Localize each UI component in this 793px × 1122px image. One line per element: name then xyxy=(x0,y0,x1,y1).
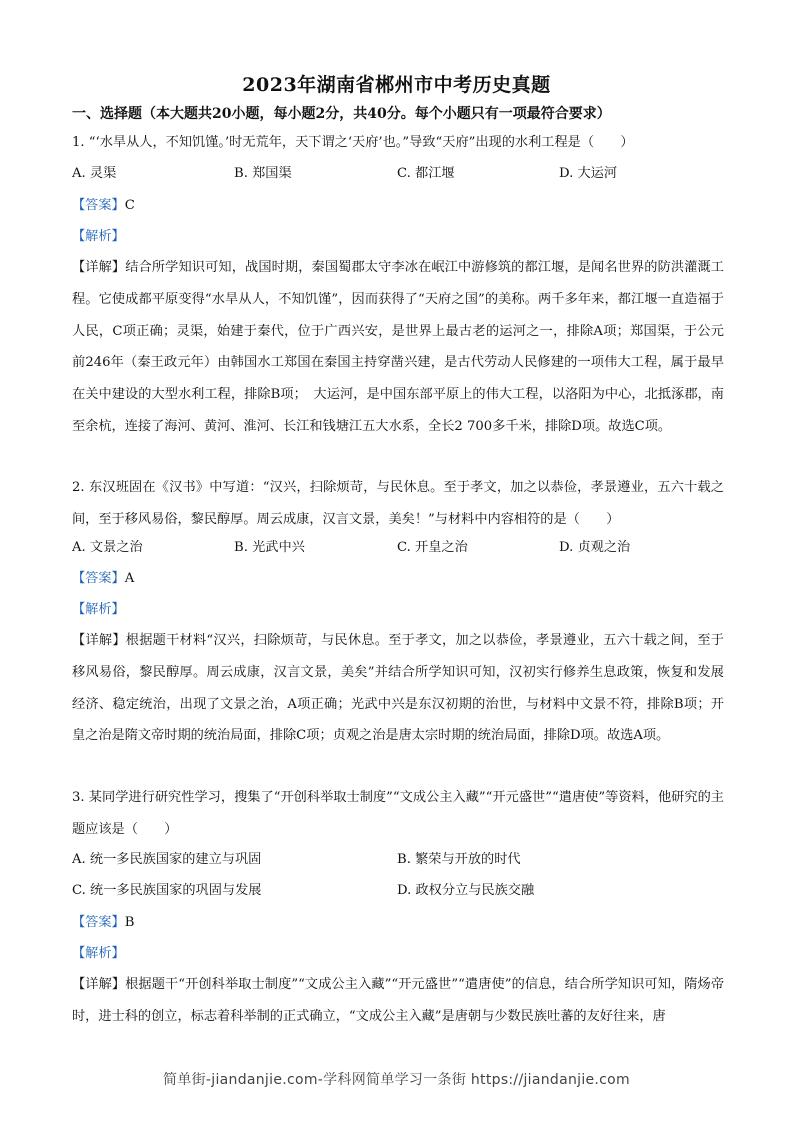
detail-label: 【详解】 xyxy=(72,633,126,648)
q1-answer xyxy=(72,196,135,216)
question-3-stem: 3. 某同学进行研究性学习，搜集了“开创科举取士制度”“文成公主入藏”“开元盛世”“遣唐使”等资料，他研究的主题应该是（ ） xyxy=(72,790,724,837)
q3-analysis xyxy=(72,944,125,964)
q1-analysis xyxy=(72,227,125,247)
page-title: 2023年湖南省郴州市中考历史真题 xyxy=(242,74,551,96)
q2-option-d: D. 贞观之治 xyxy=(559,540,631,555)
analysis-label: 【解析】 xyxy=(72,946,125,961)
q1-detail xyxy=(72,252,724,443)
q3-option-a: A. 统一多民族国家的建立与巩固 xyxy=(72,852,262,867)
page-footer: 简单街-jiandanjie.com-学科网简单学习一条街 https://jiandanjie.com xyxy=(163,1072,630,1088)
q2-answer-value: A xyxy=(124,571,135,586)
detail-label: 【详解】 xyxy=(72,977,126,992)
q2-analysis xyxy=(72,600,125,620)
q3-answer-value: B xyxy=(124,915,135,930)
answer-label: 【答案】 xyxy=(72,198,125,213)
answer-label: 【答案】 xyxy=(72,915,125,930)
q2-detail xyxy=(72,625,724,752)
q1-answer-value: C xyxy=(124,198,135,213)
q2-answer xyxy=(72,569,134,589)
q3-detail xyxy=(72,969,724,1033)
q3-detail-text: 根据题干“开创科举取士制度”“文成公主入藏”“开元盛世”“遣唐使”的信息，结合所学知识可知，隋炀帝时，进士科的创立，标志着科举制的正式确立，“文成公主入藏”是唐朝与少数民族吐蕃的友好往来，唐 xyxy=(72,977,725,1024)
q2-option-b: B. 光武中兴 xyxy=(234,540,305,555)
section-heading: 一、选择题（本大题共20小题，每小题2分，共40分。每个小题只有一项最符合要求） xyxy=(72,106,611,122)
q1-option-b: B. 郑国渠 xyxy=(234,166,292,181)
q1-detail-text: 结合所学知识可知，战国时期，秦国蜀郡太守李冰在岷江中游修筑的都江堰，是闻名世界的防洪灌溉工程。它使成都平原变得“水旱从人，不知饥馑”，因而获得了“天府之国”的美称。两千多年来，都江堰一直造福于人民，C项正确；灵渠，始建于秦代，位于广西兴安，是世界上最古老的运河之一，排除A项；郑国渠，于公元前246年（秦王政元年）由韩国水工郑国在秦国主持穿凿兴建，是古代劳动人民修建的一项伟大工程，属于最早在关中建设的大型水利工程，排除B项； 大运河，是中国东部平原上的伟大工程，以洛阳为中心，北抵涿郡，南至余杭，连接了海河、黄河、淮河、长江和钱塘江五大水系，全长2 700多千米，排除D项。故选C项。 xyxy=(72,260,724,434)
analysis-label: 【解析】 xyxy=(72,229,125,244)
detail-label: 【详解】 xyxy=(72,260,126,275)
q2-option-c: C. 开皇之治 xyxy=(397,540,468,555)
q2-option-a: A. 文景之治 xyxy=(72,540,143,555)
analysis-label: 【解析】 xyxy=(72,602,125,617)
question-2-stem: 2. 东汉班固在《汉书》中写道：“汉兴，扫除烦苛，与民休息。至于孝文，加之以恭俭，孝景遵业，五六十载之间，至于移风易俗，黎民醇厚。周云成康，汉言文景，美矣！”与材料中内容相符的是（ ） xyxy=(72,480,724,527)
q2-detail-text: 根据题干材料“汉兴，扫除烦苛，与民休息。至于孝文，加之以恭俭，孝景遵业，五六十载之间，至于移风易俗，黎民醇厚。周云成康，汉言文景，美矣”并结合所学知识可知，汉初实行修养生息政策，恢复和发展经济、稳定统治，出现了文景之治，A项正确；光武中兴是东汉初期的治世，与材料中文景不符，排除B项；开皇之治是隋文帝时期的统治局面，排除C项；贞观之治是唐太宗时期的统治局面，排除D项。故选A项。 xyxy=(72,633,724,744)
q3-answer xyxy=(72,913,134,933)
q3-option-b: B. 繁荣与开放的时代 xyxy=(397,852,521,867)
q1-option-a: A. 灵渠 xyxy=(72,166,117,181)
q1-option-d: D. 大运河 xyxy=(559,166,618,181)
question-1-stem: 1. “‘水旱从人，不知饥馑。’时无荒年，天下谓之‘天府’也。”导致“天府”出现的水利工程是（ ） xyxy=(72,135,634,150)
q3-option-c: C. 统一多民族国家的巩固与发展 xyxy=(72,883,262,898)
q3-option-d: D. 政权分立与民族交融 xyxy=(397,883,535,898)
q1-option-c: C. 都江堰 xyxy=(397,166,455,181)
answer-label: 【答案】 xyxy=(72,571,125,586)
